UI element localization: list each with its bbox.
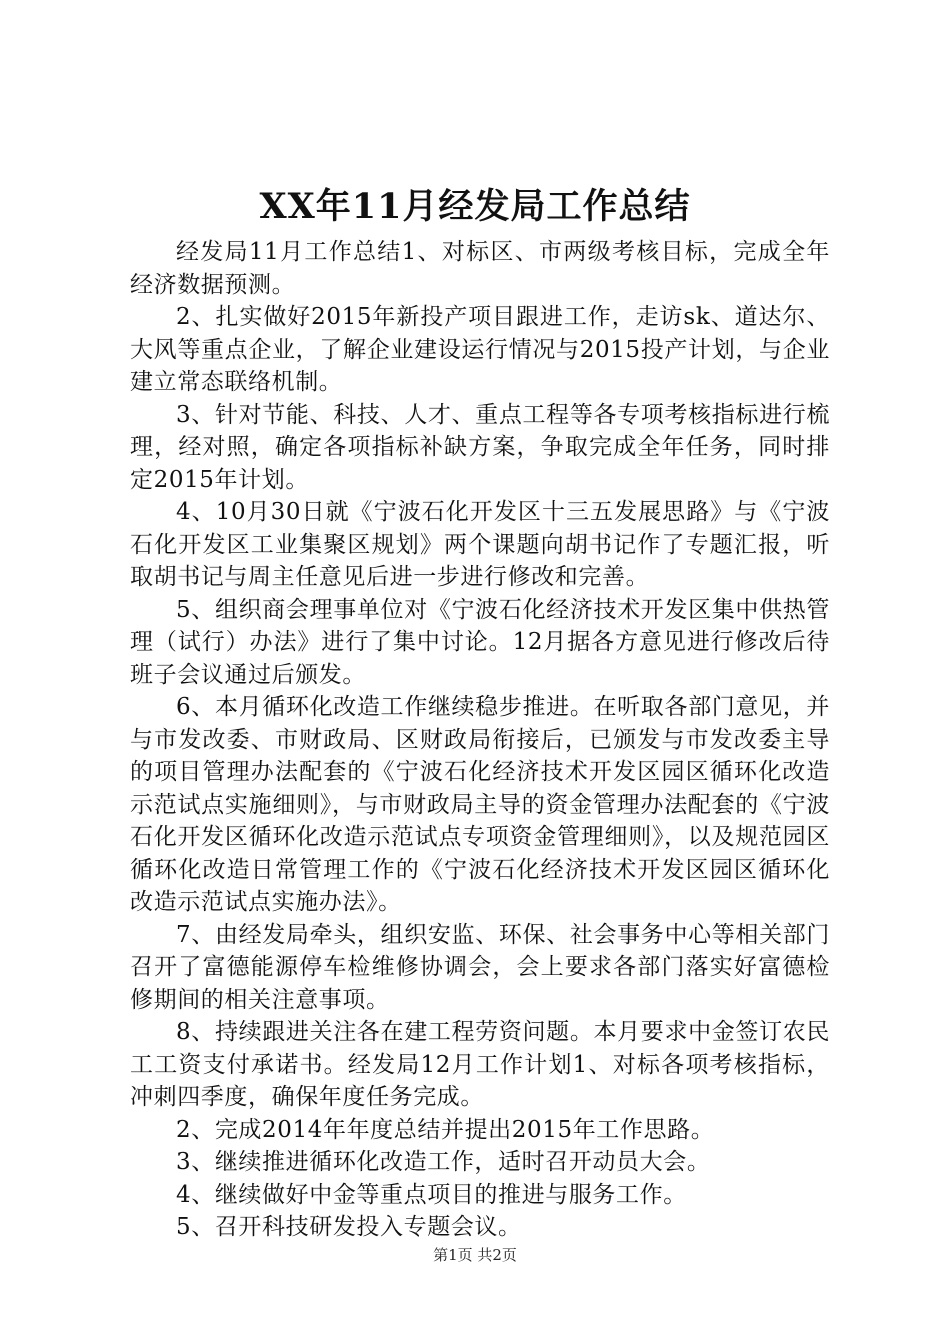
paragraph: 3、继续推进循环化改造工作，适时召开动员大会。	[176, 1149, 711, 1175]
paragraph: 2、扎实做好2015年新投产项目跟进工作，走访sk、道达尔、大风等重点企业，了解企业建设运行情况与2015投产计划，与企业建立常态联络机制。	[130, 304, 830, 395]
paragraph: 3、针对节能、科技、人才、重点工程等各专项考核指标进行梳理，经对照，确定各项指标补缺方案，争取完成全年任务，同时排定2015年计划。	[130, 401, 830, 493]
paragraph: 经发局11月工作总结1、对标区、市两级考核目标，完成全年经济数据预测。	[130, 239, 830, 298]
page-number-footer: 第1页 共2页	[433, 1246, 517, 1264]
paragraph: 8、持续跟进关注各在建工程劳资问题。本月要求中金签订农民工工资支付承诺书。经发局12月工作计划1、对标各项考核指标，冲刺四季度，确保年度任务完成。	[130, 1019, 830, 1110]
paragraph: 2、完成2014年年度总结并提出2015年工作思路。	[176, 1116, 715, 1143]
paragraph: 4、10月30日就《宁波石化开发区十三五发展思路》与《宁波石化开发区工业集聚区规划》两个课题向胡书记作了专题汇报，听取胡书记与周主任意见后进一步进行修改和完善。	[130, 499, 830, 590]
paragraph: 7、由经发局牵头，组织安监、环保、社会事务中心等相关部门召开了富德能源停车检维修协调会，会上要求各部门落实好富德检修期间的相关注意事项。	[130, 921, 830, 1013]
paragraph: 6、本月循环化改造工作继续稳步推进。在听取各部门意见，并与市发改委、市财政局、区财政局衔接后，已颁发与市发改委主导的项目管理办法配套的《宁波石化经济技术开发区园区循环化改造示范试点实施细则》，与市财政局主导的资金管理办法配套的《宁波石化开发区循环化改造示范试点专项资金管理细则》，以及规范园区循环化改造日常管理工作的《宁波石化经济技术开发区园区循环化改造示范试点实施办法》。	[130, 694, 830, 915]
paragraph: 5、召开科技研发投入专题会议。	[176, 1214, 522, 1240]
paragraph: 4、继续做好中金等重点项目的推进与服务工作。	[176, 1181, 687, 1208]
paragraph: 5、组织商会理事单位对《宁波石化经济技术开发区集中供热管理（试行）办法》进行了集中讨论。12月据各方意见进行修改后待班子会议通过后颁发。	[130, 596, 830, 688]
document-body	[130, 236, 830, 1244]
document-title: XX年11月经发局工作总结	[259, 186, 691, 227]
